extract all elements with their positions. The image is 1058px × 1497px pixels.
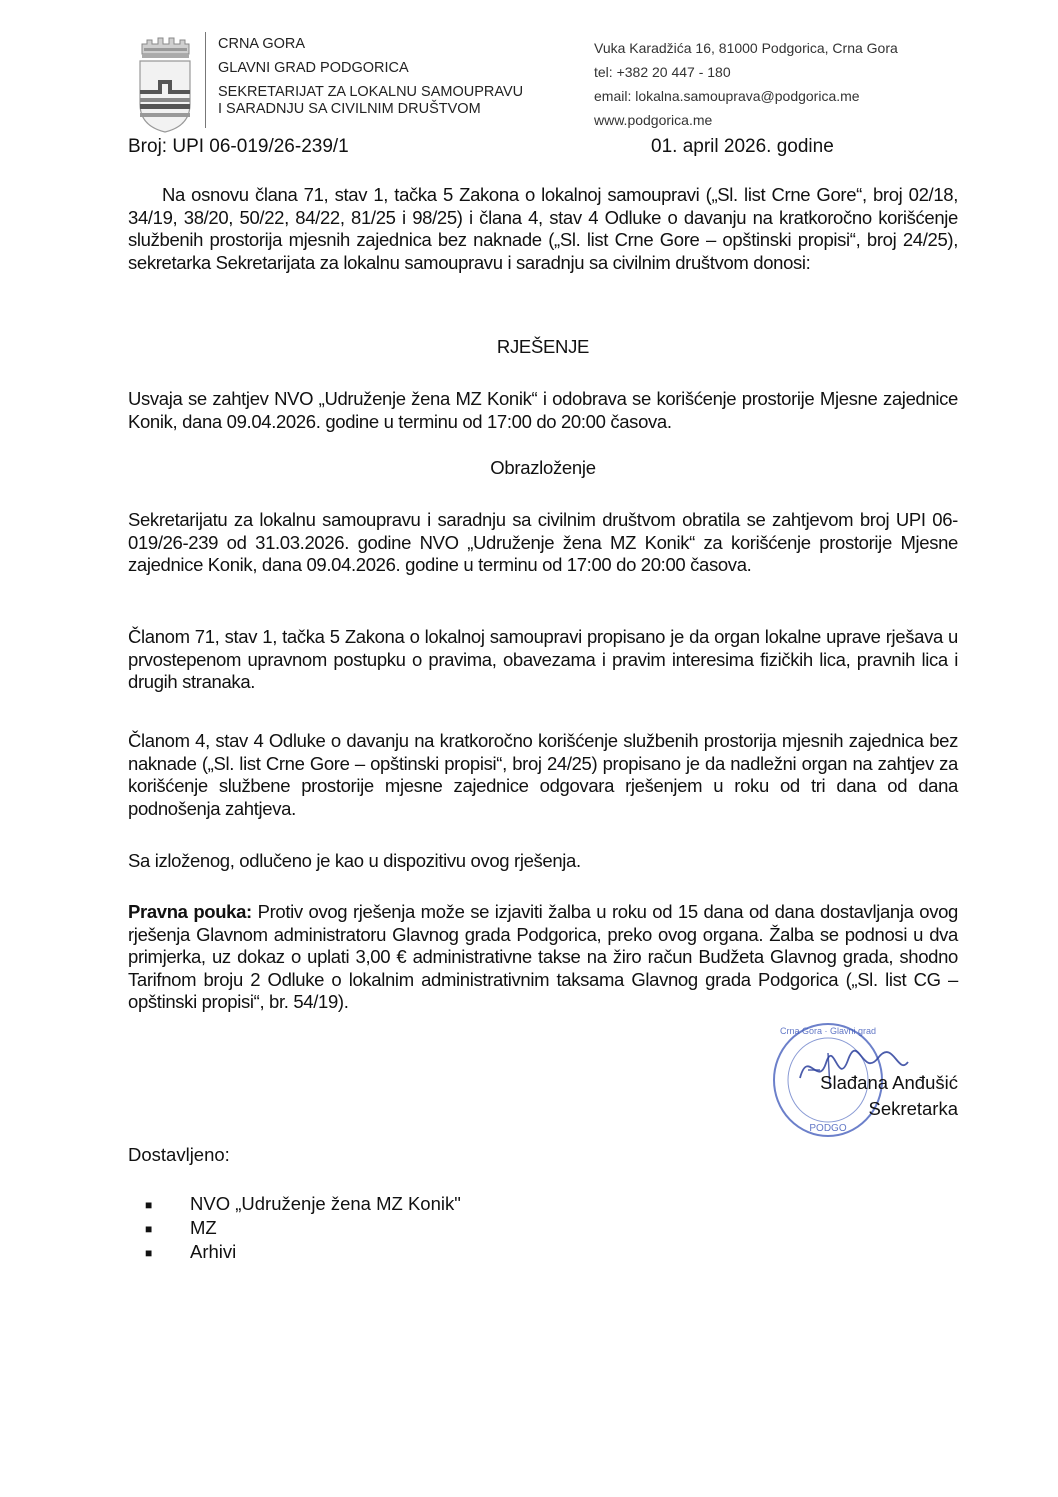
org-city: GLAVNI GRAD PODGORICA: [218, 60, 409, 76]
reasoning-paragraph-1: Sekretarijatu za lokalnu samoupravu i saradnju sa civilnim društvom obratila se zahtjevom broj UPI 06-019/26-239 od 31.03.2026. godine NVO „Udruženje žena MZ Konik“ za korišćenje prostorije Mjesne zajednice Konik, dana 09.04.2026. godine u terminu od 17:00 do 20:00 časova.: [128, 509, 958, 575]
organization-block: [218, 36, 523, 118]
signatory-name: Slađana Anđušić: [820, 1072, 958, 1093]
reasoning-paragraph-3: Članom 4, stav 4 Odluke o davanju na kratkoročno korišćenje službenih prostorija mjesnih zajednica bez naknade („Sl. list Crne Gore – opštinski propisi“, broj 24/25) propisano je da nadležni organ na zahtjev za korišćenje službene prostorije mjesne zajednice odgovara rješenjem u roku od tri dana od dana podnošenja zahtjeva.: [128, 730, 958, 819]
list-item: [145, 1192, 461, 1216]
bullet-icon: ■: [145, 1198, 153, 1213]
svg-text:Crna Gora · Glavni grad: Crna Gora · Glavni grad: [779, 1026, 877, 1036]
contact-website: www.podgorica.me: [594, 112, 713, 128]
signatory-title: Sekretarka: [868, 1098, 958, 1119]
legal-notice-text: Protiv ovog rješenja može se izjaviti žalba u roku od 15 dana od dana dostavljanja ovog rješenja Glavnom administratoru Glavnog grada Podgorica, preko ovog organa. Žalba se podnosi u dva primjerka, uz dokaz o uplati 3,00 € administrativne takse na žiro račun Budžeta Glavnog grada, shodno Tarifnom broju 2 Odluke o lokalnim administrativnim taksama Glavnog grada Podgorica („Sl. list CG – opštinski propisi“, br. 54/19).: [128, 901, 958, 1012]
contact-block: [594, 36, 898, 132]
reasoning-paragraph-2: Članom 71, stav 1, tačka 5 Zakona o lokalnoj samoupravi propisano je da organ lokalne uprave rješava u prvostepenom upravnom postupku o pravima, obavezama i pravim interesima fizičkih lica, pravnih lica i drugih stranaka.: [128, 626, 958, 692]
contact-address: Vuka Karadžića 16, 81000 Podgorica, Crna Gora: [594, 40, 898, 56]
bullet-icon: ■: [145, 1222, 153, 1237]
delivery-label: Dostavljeno:: [128, 1144, 230, 1165]
header-divider: [205, 32, 206, 128]
decision-title: RJEŠENJE: [496, 336, 590, 357]
coat-of-arms-icon: [136, 34, 194, 134]
decision-paragraph: Usvaja se zahtjev NVO „Udruženje žena MZ Konik“ i odobrava se korišćenje prostorije Mjesne zajednice Konik, dana 09.04.2026. godine u terminu od 17:00 do 20:00 časova.: [128, 388, 958, 432]
org-secretariat-line2: I SARADNJU SA CIVILNIM DRUŠTVOM: [218, 101, 481, 117]
reasoning-conclusion: Sa izloženog, odlučeno je kao u dispozitivu ovog rješenja.: [128, 850, 581, 871]
recipient-name: MZ: [190, 1217, 217, 1238]
contact-phone: tel: +382 20 447 - 180: [594, 64, 731, 80]
contact-email: email: lokalna.samouprava@podgorica.me: [594, 88, 860, 104]
org-country: CRNA GORA: [218, 36, 306, 52]
list-item: [145, 1216, 461, 1240]
preamble-paragraph: Na osnovu člana 71, stav 1, tačka 5 Zakona o lokalnoj samoupravi („Sl. list Crne Gore“, broj 02/18, 34/19, 38/20, 50/22, 84/22, 81/25 i 98/25) i člana 4, stav 4 Odluke o davanju na kratkoročno korišćenje službenih prostorija mjesnih zajednica bez naknade („Sl. list Crne Gore – opštinski propisi“, broj 24/25), sekretarka Sekretarijata za lokalnu samoupravu i saradnju sa civilnim društvom donosi:: [128, 184, 958, 273]
reference-number: Broj: UPI 06-019/26-239/1: [128, 136, 349, 157]
reasoning-title: Obrazloženje: [490, 457, 596, 478]
org-secretariat-line1: SEKRETARIJAT ZA LOKALNU SAMOUPRAVU: [218, 84, 524, 100]
recipient-name: Arhivi: [190, 1241, 237, 1262]
legal-notice-label: Pravna pouka:: [128, 901, 252, 922]
document-date: 01. april 2026. godine: [651, 136, 834, 157]
bullet-icon: ■: [145, 1246, 153, 1261]
legal-notice: [128, 901, 958, 1014]
recipient-name: NVO „Udruženje žena MZ Konik": [190, 1193, 461, 1214]
delivery-list: [145, 1192, 461, 1264]
list-item: [145, 1240, 461, 1264]
svg-text:PODGO: PODGO: [809, 1123, 847, 1134]
